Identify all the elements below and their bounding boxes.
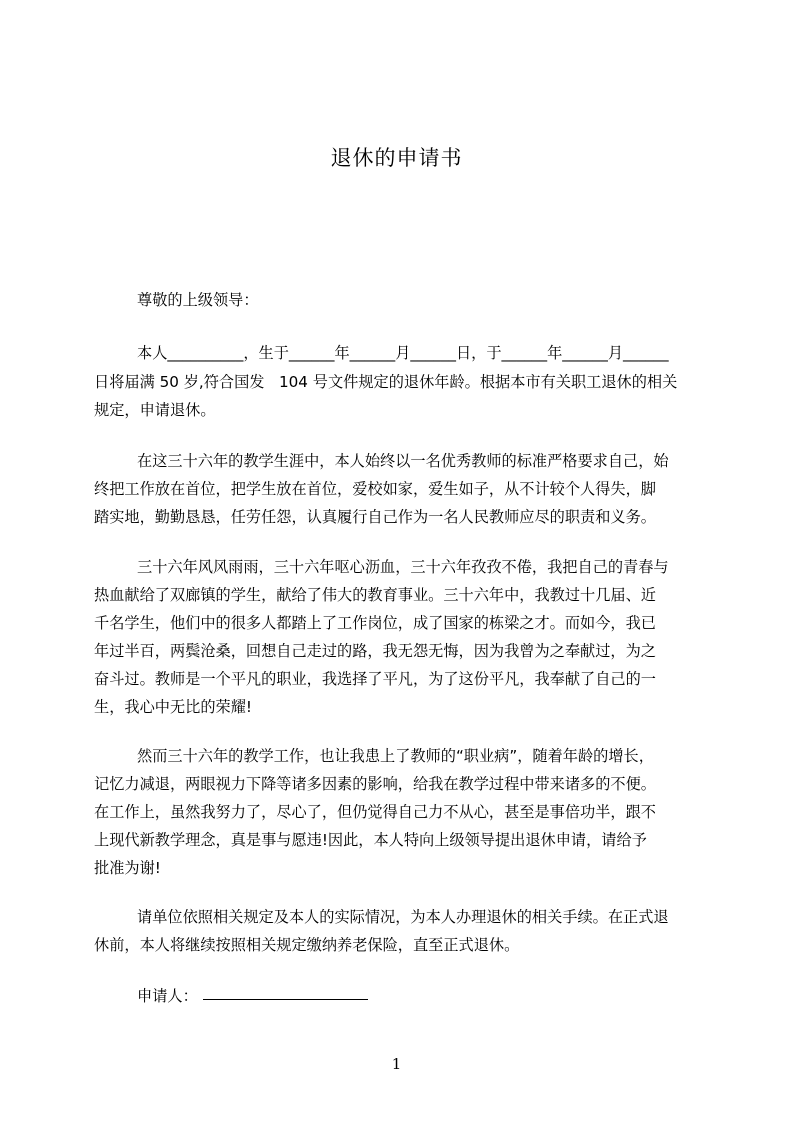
paragraph-line: 本人__________，生于______年______月______日，于______年______月______ [137, 344, 669, 362]
paragraph-line: 热血献给了双廊镇的学生，献给了伟大的教育事业。三十六年中，我教过十几届、近 [94, 586, 656, 604]
paragraph-line: 千名学生，他们中的很多人都踏上了工作岗位，成了国家的栋梁之才。而如今，我已 [94, 614, 656, 632]
paragraph-line: 终把工作放在首位，把学生放在首位，爱校如家，爱生如子，从不计较个人得失，脚 [94, 480, 656, 498]
paragraph-line: 生，我心中无比的荣耀! [94, 698, 252, 716]
paragraph-line: 在工作上，虽然我努力了，尽心了，但仍觉得自己力不从心，甚至是事倍功半，跟不 [94, 803, 656, 821]
paragraph-line: 然而三十六年的教学工作，也让我患上了教师的“职业病”，随着年龄的增长， [137, 747, 654, 765]
paragraph-line: 规定，申请退休。 [94, 401, 216, 419]
paragraph-line: 请单位依照相关规定及本人的实际情况，为本人办理退休的相关手续。在正式退 [137, 908, 669, 926]
paragraph-line: 年过半百，两鬓沧桑，回想自己走过的路，我无怨无悔，因为我曾为之奉献过，为之 [94, 642, 656, 660]
paragraph-line: 记忆力减退，两眼视力下降等诸多因素的影响，给我在教学过程中带来诸多的不便。 [94, 775, 656, 793]
paragraph-line: 奋斗过。教师是一个平凡的职业，我选择了平凡，为了这份平凡，我奉献了自己的一 [94, 670, 656, 688]
salutation: 尊敬的上级领导： [137, 291, 259, 309]
paragraph-line: 踏实地，勤勤恳恳，任劳任怨，认真履行自己作为一名人民教师应尽的职责和义务。 [94, 508, 656, 526]
signature-line [203, 998, 368, 1000]
paragraph-line: 三十六年风风雨雨，三十六年呕心沥血，三十六年孜孜不倦，我把自己的青春与 [137, 558, 669, 576]
paragraph-line: 在这三十六年的教学生涯中，本人始终以一名优秀教师的标准严格要求自己，始 [137, 452, 669, 470]
page-number: 1 [391, 1055, 402, 1073]
paragraph-line: 批准为谢! [94, 859, 161, 877]
paragraph-line: 上现代新教学理念，真是事与愿违!因此，本人特向上级领导提出退休申请，请给予 [94, 831, 647, 849]
signature-label: 申请人： [137, 987, 198, 1005]
document-title: 退休的申请书 [330, 146, 463, 170]
paragraph-line: 日将届满 50 岁,符合国发 104 号文件规定的退休年龄。根据本市有关职工退休的相关 [94, 373, 678, 391]
paragraph-line: 休前，本人将继续按照相关规定缴纳养老保险，直至正式退休。 [94, 936, 520, 954]
